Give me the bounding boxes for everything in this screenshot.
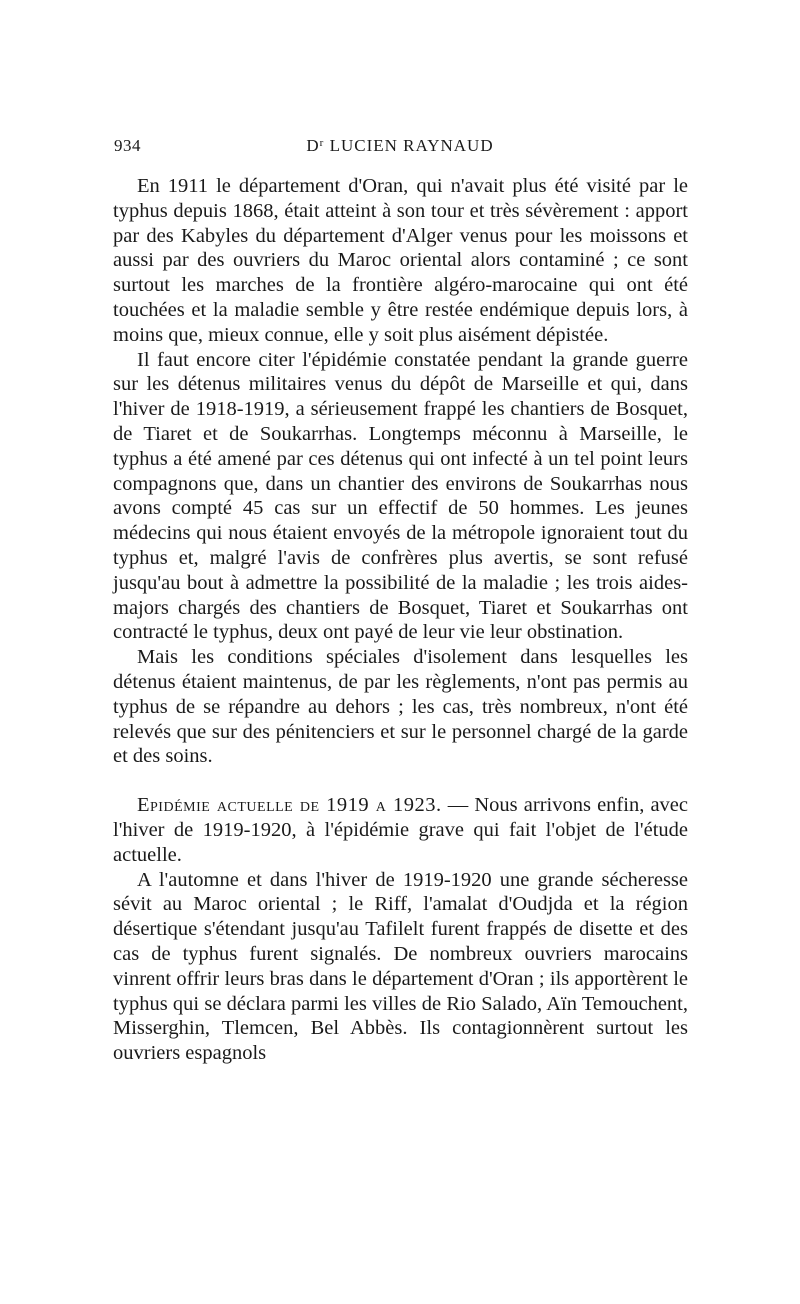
section-heading: Epidémie actuelle de 1919 a 1923. <box>137 794 442 817</box>
page-number: 934 <box>114 136 141 155</box>
paragraph-war-epidemic: Il faut encore citer l'épidémie constatée pendant la grande guerre sur les détenus militaires venus du dépôt de Marseille et qui, dans l'hiver de 1918-1919, a sérieusement frappé les chantiers de Bosquet, de Tiaret et de Soukarrhas. Longtemps méconnu à Marseille, le typhus a été amené par ces détenus qui ont infecté à un tel point leurs compagnons que, dans un chantier des environs de Soukarrhas nous avons compté 45 cas sur un effectif de 50 hommes. Les jeunes médecins qui nous étaient envoyés de la métropole ignoraient tout du typhus et, malgré l'avis de confrères plus avertis, se sont refusé jusqu'au bout à admettre la possibilité de la maladie ; les trois aides-majors chargés des chantiers de Bosquet, Tiaret et Soukarrhas ont contracté le typhus, deux ont payé de leur vie leur obstination. <box>113 348 688 644</box>
author-title: D <box>306 136 320 155</box>
section-intro: Nous arrivons enfin, avec l'hiver de 1919-1920, à l'épidémie grave qui fait l'objet de l'étude actuelle. <box>113 794 688 866</box>
section-dash: — <box>441 794 475 817</box>
section-heading-paragraph <box>113 793 688 867</box>
paragraph-isolation: Mais les conditions spéciales d'isolement dans lesquelles les détenus étaient maintenus, de par les règlements, n'ont pas permis au typhus de se répandre au dehors ; les cas, très nombreux, n'ont été relevés que sur des pénitenciers et sur le personnel chargé de la garde et des soins. <box>113 646 688 768</box>
paragraph-1919-drought: A l'automne et dans l'hiver de 1919-1920 une grande sécheresse sévit au Maroc oriental ; le Riff, l'amalat d'Oudjda et la région désertique s'étendant jusqu'au Tafilelt furent frappés de disette et des cas de typhus furent signalés. De nombreux ouvriers marocains vinrent offrir leurs bras dans le département d'Oran ; ils apportèrent le typhus qui se déclara parmi les villes de Rio Salado, Aïn Temouchent, Misserghin, Tlemcen, Bel Abbès. Ils contagionnèrent surtout les ouvriers espagnols <box>113 868 688 1065</box>
author-name: LUCIEN RAYNAUD <box>329 136 494 155</box>
body-text <box>113 174 688 1066</box>
header-author <box>114 136 686 156</box>
author-title-superscript: r <box>319 137 325 149</box>
running-head <box>114 136 686 160</box>
paragraph-oran-1911: En 1911 le département d'Oran, qui n'avait plus été visité par le typhus depuis 1868, était atteint à son tour et très sévèrement : apport par des Kabyles du département d'Alger venus pour les moissons et aussi par des ouvriers du Maroc oriental alors contaminé ; ce sont surtout les marches de la frontière algéro-marocaine qui ont été touchées et la maladie semble y être restée endémique depuis lors, à moins que, mieux connue, elle y soit plus aisément dépistée. <box>113 175 688 346</box>
section-spacer <box>113 769 688 793</box>
